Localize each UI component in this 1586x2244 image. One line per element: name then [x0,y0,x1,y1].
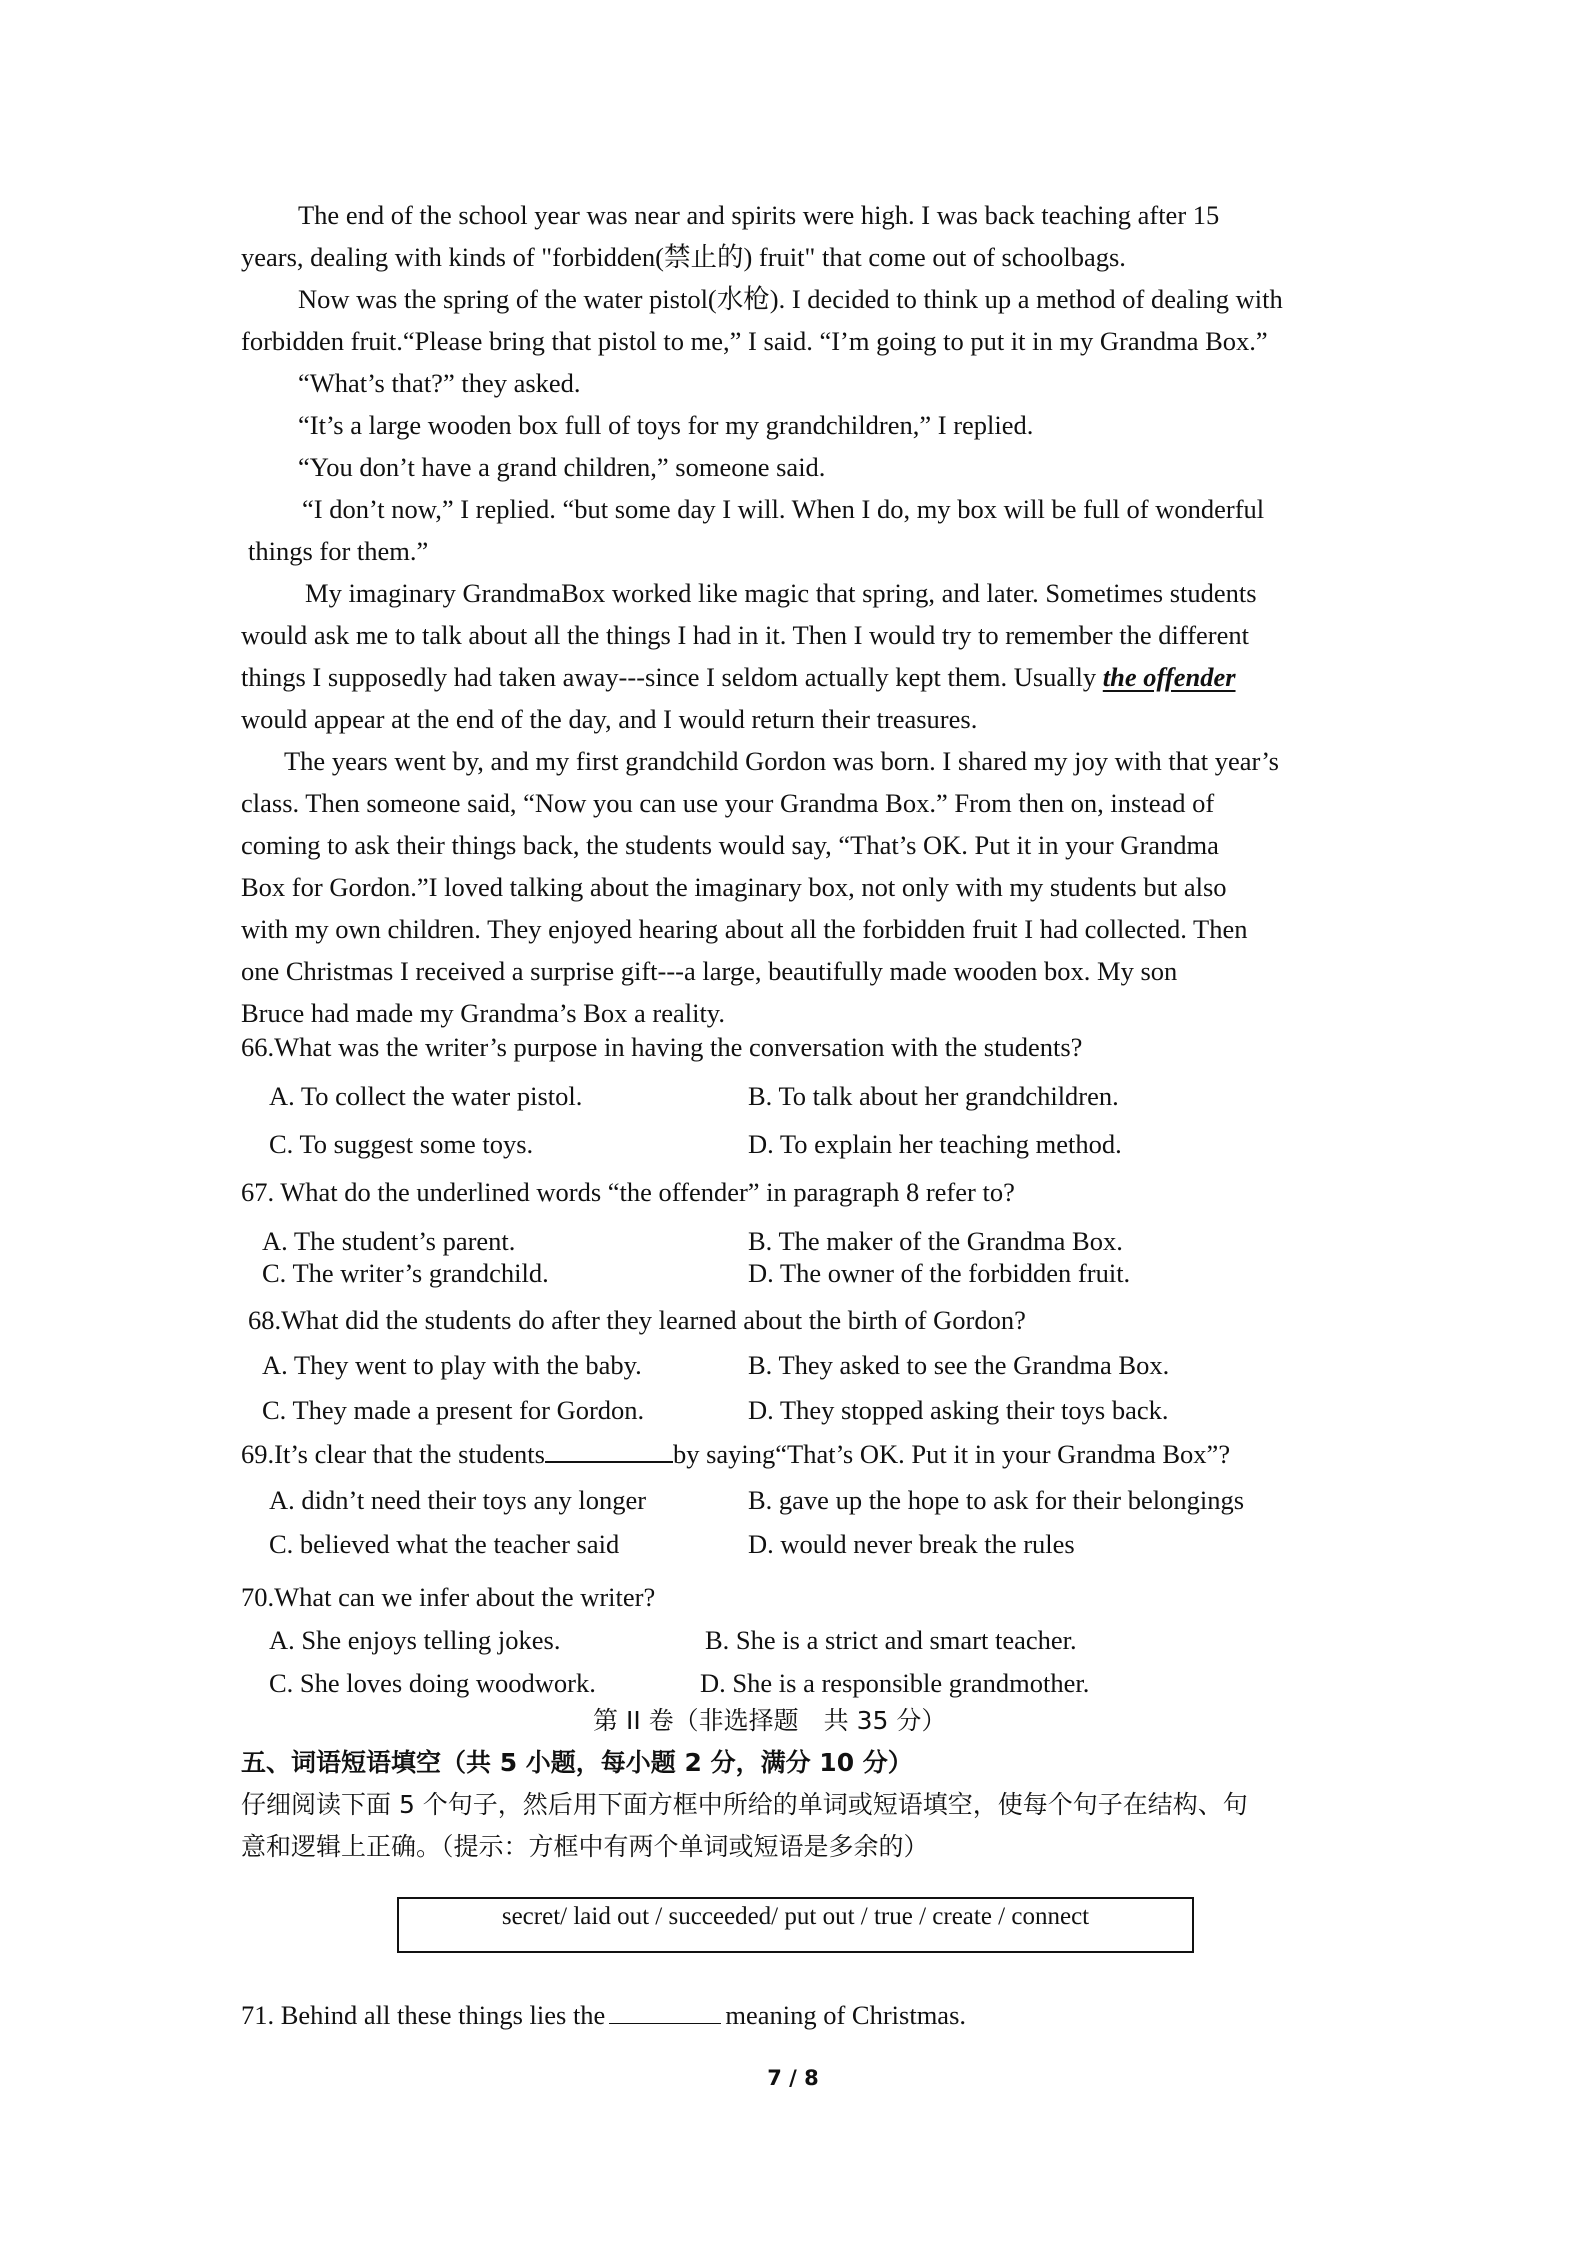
q69-stem-before: 69.It’s clear that the students [241,1439,545,1469]
page-number: 7 / 8 [767,2066,819,2090]
part-two-title: 第 II 卷（非选择题 共 35 分） [593,1706,947,1735]
word-bank-text: secret/ laid out / succeeded/ put out / true / create / connect [501,1903,1090,1930]
question-67-stem: 67. What do the underlined words “the offender” in paragraph 8 refer to? [241,1177,1015,1207]
q69-option-d: D. would never break the rules [748,1529,1075,1559]
question-68-stem: 68.What did the students do after they learned about the birth of Gordon? [248,1305,1026,1335]
q69-option-a: A. didn’t need their toys any longer [269,1485,647,1515]
question-69-stem [241,1441,1230,1468]
q68-option-b: B. They asked to see the Grandma Box. [748,1350,1170,1380]
passage-line: Bruce had made my Grandma’s Box a reality. [241,998,725,1028]
section-five-instruction: 仔细阅读下面 5 个句子，然后用下面方框中所给的单词或短语填空，使每个句子在结构、句 [241,1790,1248,1819]
passage-line: “I don’t now,” I replied. “but some day I will. When I do, my box will be full of wonderful [302,494,1265,524]
passage-line: The years went by, and my first grandchild Gordon was born. I shared my joy with that year’s [284,746,1279,776]
q67-option-b: B. The maker of the Grandma Box. [748,1226,1123,1256]
passage-text: things I supposedly had taken away---since I seldom actually kept them. Usually [241,662,1097,692]
passage-line: Now was the spring of the water pistol(水枪). I decided to think up a method of dealing with [298,284,1283,314]
passage-line: “It’s a large wooden box full of toys for my grandchildren,” I replied. [298,410,1034,440]
passage-line: coming to ask their things back, the students would say, “That’s OK. Put it in your Grandma [241,830,1219,860]
question-70-stem: 70.What can we infer about the writer? [241,1582,656,1612]
q70-option-b: B. She is a strict and smart teacher. [705,1625,1077,1655]
q70-option-d: D. She is a responsible grandmother. [700,1668,1090,1698]
q68-option-a: A. They went to play with the baby. [262,1350,642,1380]
q66-option-a: A. To collect the water pistol. [269,1081,583,1111]
q69-answer-blank [545,1460,673,1463]
q71-before: 71. Behind all these things lies the [241,2000,606,2030]
q71-answer-blank [609,2022,721,2024]
passage-line: would ask me to talk about all the things I had in it. Then I would try to remember the different [241,620,1249,650]
passage-line-with-underline [241,664,1242,691]
question-66-stem: 66.What was the writer’s purpose in having the conversation with the students? [241,1032,1083,1062]
passage-line: one Christmas I received a surprise gift---a large, beautifully made wooden box. My son [241,956,1178,986]
passage-line: things for them.” [248,536,429,566]
q69-option-b: B. gave up the hope to ask for their belongings [748,1485,1245,1515]
q67-option-a: A. The student’s parent. [262,1226,516,1256]
passage-line: class. Then someone said, “Now you can use your Grandma Box.” From then on, instead of [241,788,1215,818]
q66-option-c: C. To suggest some toys. [269,1129,534,1159]
q68-option-c: C. They made a present for Gordon. [262,1395,645,1425]
q70-option-c: C. She loves doing woodwork. [269,1668,596,1698]
passage-line: years, dealing with kinds of "forbidden(禁止的) fruit" that come out of schoolbags. [241,242,1126,272]
question-71 [241,2002,966,2029]
passage-line: “You don’t have a grand children,” someone said. [298,452,826,482]
q66-option-b: B. To talk about her grandchildren. [748,1081,1119,1111]
word-bank-box [397,1897,1194,1953]
passage-line: My imaginary GrandmaBox worked like magic that spring, and later. Sometimes students [305,578,1257,608]
underlined-phrase: the offender [1102,662,1236,692]
passage-line: would appear at the end of the day, and I would return their treasures. [241,704,978,734]
passage-line: “What’s that?” they asked. [298,368,581,398]
section-five-heading: 五、词语短语填空（共 5 小题，每小题 2 分，满分 10 分） [241,1748,913,1777]
passage-line: with my own children. They enjoyed hearing about all the forbidden fruit I had collected. Then [241,914,1248,944]
q67-option-d: D. The owner of the forbidden fruit. [748,1258,1131,1288]
q66-option-d: D. To explain her teaching method. [748,1129,1122,1159]
passage-line: The end of the school year was near and spirits were high. I was back teaching after 15 [298,200,1220,230]
q69-option-c: C. believed what the teacher said [269,1529,620,1559]
q68-option-d: D. They stopped asking their toys back. [748,1395,1169,1425]
passage-line: forbidden fruit.“Please bring that pistol to me,” I said. “I’m going to put it in my Grandma Box.” [241,326,1268,356]
section-five-instruction: 意和逻辑上正确。（提示：方框中有两个单词或短语是多余的） [241,1832,929,1861]
q67-option-c: C. The writer’s grandchild. [262,1258,549,1288]
passage-line: Box for Gordon.”I loved talking about the imaginary box, not only with my students but also [241,872,1227,902]
q71-after: meaning of Christmas. [725,2000,967,2030]
q69-stem-after: by saying“That’s OK. Put it in your Grandma Box”? [672,1439,1231,1469]
q70-option-a: A. She enjoys telling jokes. [269,1625,561,1655]
